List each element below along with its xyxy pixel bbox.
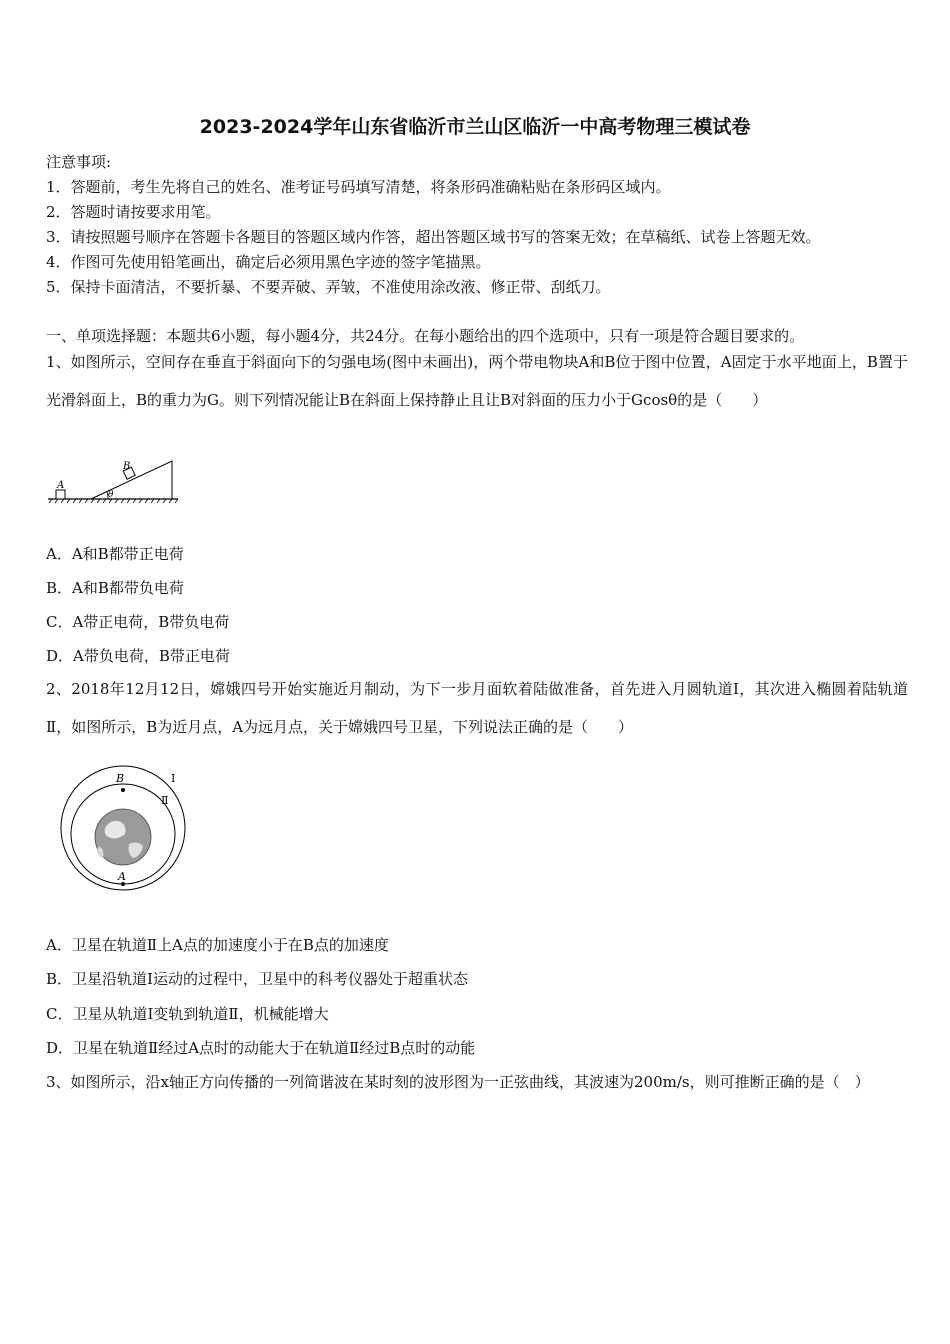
notice-heading: 注意事项: <box>46 153 112 171</box>
question-3-text: 3、如图所示，沿x轴正方向传播的一列简谐波在某时刻的波形图为一正弦曲线，其波速为200m/s，则可推断正确的是（ ） <box>46 1073 870 1091</box>
question-2-text: 2、2018年12月12日，嫦娥四号开始实施近月制动，为下一步月面软着陆做准备，首先进入月圆轨道Ⅰ，其次进入椭圆着陆轨道Ⅱ，如图所示，B为近月点，A为远月点，关于嫦娥四号卫星，下列说法正确的是（ ） <box>46 680 908 736</box>
option: D．A带负电荷，B带正电荷 <box>46 647 230 665</box>
incline-figure <box>46 455 181 507</box>
orbit-figure <box>55 760 195 898</box>
option: A．卫星在轨道Ⅱ上A点的加速度小于在B点的加速度 <box>46 936 389 954</box>
label-b: B <box>123 461 131 472</box>
label-orbit-one: Ⅰ <box>171 772 176 785</box>
option: D．卫星在轨道Ⅱ经过A点时的动能大于在轨道Ⅱ经过B点时的动能 <box>46 1039 476 1057</box>
label-b: B <box>116 772 125 785</box>
label-a: A <box>118 870 126 883</box>
notice-item: 5．保持卡面清洁，不要折暴、不要弄破、弄皱，不准使用涂改液、修正带、刮纸刀。 <box>46 278 611 296</box>
notice-item: 2．答题时请按要求用笔。 <box>46 203 221 221</box>
label-theta: θ <box>108 490 114 500</box>
notice-item: 1．答题前，考生先将自己的姓名、准考证号码填写清楚，将条形码准确粘贴在条形码区域内。 <box>46 178 671 196</box>
section-header: 一、单项选择题：本题共6小题，每小题4分，共24分。在每小题给出的四个选项中，只有一项是符合题目要求的。 <box>46 327 805 345</box>
option: B．A和B都带负电荷 <box>46 579 184 597</box>
option: C．A带正电荷，B带负电荷 <box>46 613 230 631</box>
option: B．卫星沿轨道Ⅰ运动的过程中，卫星中的科考仪器处于超重状态 <box>46 970 468 988</box>
option: C．卫星从轨道Ⅰ变轨到轨道Ⅱ，机械能增大 <box>46 1005 329 1023</box>
question-1-text: 1、如图所示，空间存在垂直于斜面向下的匀强电场(图中未画出)，两个带电物块A和B位于图中位置，A固定于水平地面上，B置于光滑斜面上，B的重力为G。则下列情况能让B在斜面上保持静止且让B对斜面的压力小于Gcosθ的是（ ） <box>46 353 908 409</box>
label-a: A <box>57 480 65 491</box>
moon <box>95 809 151 865</box>
option: A．A和B都带正电荷 <box>46 545 184 563</box>
notice-item: 4．作图可先使用铅笔画出，确定后必须用黑色字迹的签字笔描黑。 <box>46 253 491 271</box>
label-orbit-two: Ⅱ <box>161 794 169 807</box>
notice-item: 3．请按照题号顺序在答题卡各题目的答题区域内作答，超出答题区域书写的答案无效；在草稿纸、试卷上答题无效。 <box>46 228 821 246</box>
page-title: 2023-2024学年山东省临沂市兰山区临沂一中高考物理三模试卷 <box>199 116 751 138</box>
block-a <box>56 490 65 499</box>
